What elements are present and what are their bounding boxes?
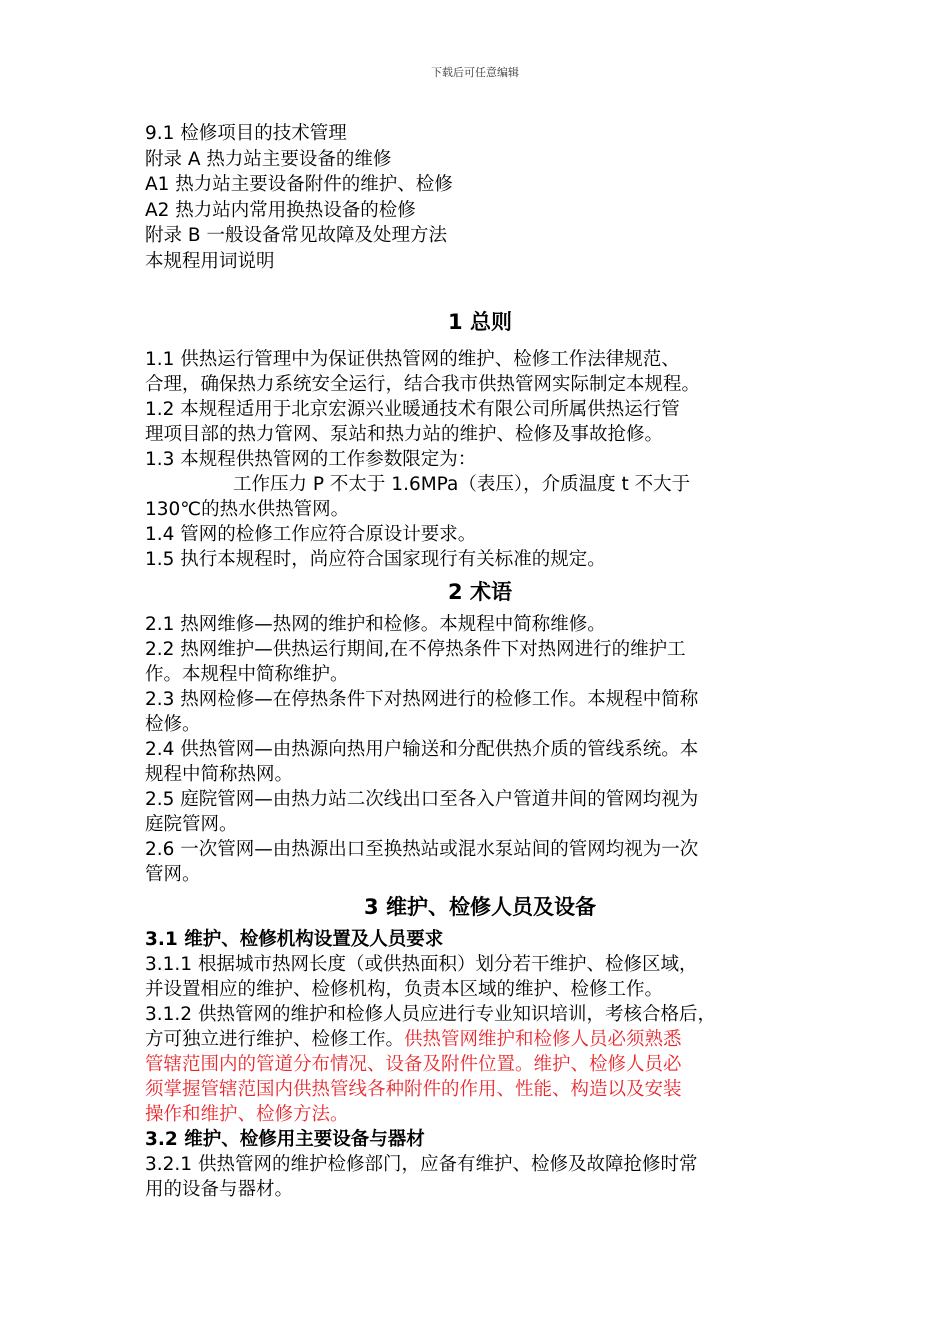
page-header: 下载后可任意编辑: [431, 66, 519, 79]
paragraph-line: 3.2.1 供热管网的维护检修部门，应备有维护、检修及故障抢修时常: [145, 1154, 698, 1175]
section-general: [145, 307, 815, 572]
paragraph-line: 工作压力 P 不太于 1.6MPa（表压），介质温度 t 不大于: [233, 474, 691, 495]
highlighted-text: 供热管网维护和检修人员必须熟悉: [404, 1029, 682, 1050]
paragraph-line: 检修。: [145, 714, 201, 735]
section-heading: 1 总则: [448, 310, 512, 334]
section-heading: 2 术语: [448, 580, 512, 604]
highlighted-line: 须掌握管辖范国内供热管线各种附件的作用、性能、构造以及安装: [145, 1079, 682, 1100]
paragraph-line: 用的设备与器材。: [145, 1179, 294, 1200]
paragraph-line: 2.4 供热管网—由热源向热用户输送和分配供热介质的管线系统。本: [145, 739, 699, 760]
paragraph-line: 1.2 本规程适用于北京宏源兴业暖通技术有限公司所属供热运行管: [145, 399, 680, 420]
paragraph-line: [145, 1027, 815, 1052]
section-terms: [145, 577, 815, 887]
toc-item: A1 热力站主要设备附件的维护、检修: [145, 174, 453, 195]
paragraph-line: 1.3 本规程供热管网的工作参数限定为：: [145, 449, 477, 470]
paragraph-line: 理项目部的热力管网、泵站和热力站的维护、检修及事故抢修。: [145, 424, 664, 445]
toc-item: A2 热力站内常用换热设备的检修: [145, 199, 416, 221]
section-staff-equipment: [145, 892, 815, 1202]
toc-item: 附录 B 一般设备常见故障及处理方法: [145, 225, 447, 246]
paragraph-line: 1.5 执行本规程时，尚应符合国家现行有关标准的规定。: [145, 549, 606, 570]
paragraph-line: 2.6 一次管网—由热源出口至换热站或混水泵站间的管网均视为一次: [145, 839, 699, 860]
subsection-heading: 3.2 维护、检修用主要设备与器材: [145, 1129, 425, 1150]
paragraph-line: 庭院管网。: [145, 814, 238, 835]
paragraph-text: 方可独立进行维护、检修工作。: [145, 1029, 405, 1050]
toc-item: 9.1 检修项目的技术管理: [145, 123, 347, 144]
section-heading: 3 维护、检修人员及设备: [364, 895, 596, 919]
paragraph-line: 2.1 热网维修—热网的维护和检修。本规程中简称维修。: [145, 614, 606, 635]
paragraph-line: 1.1 供热运行管理中为保证供热管网的维护、检修工作法律规范、: [145, 349, 680, 370]
toc-item: 附录 A 热力站主要设备的维修: [145, 148, 392, 170]
paragraph-line: 作。本规程中简称维护。: [145, 664, 349, 685]
paragraph-line: 2.3 热网检修—在停热条件下对热网进行的检修工作。本规程中简称: [145, 689, 699, 710]
paragraph-line: 1.4 管网的检修工作应符合原设计要求。: [145, 524, 477, 545]
document-body: [145, 121, 815, 1202]
paragraph-line: 2.5 庭院管网—由热力站二次线出口至各入户管道井间的管网均视为: [145, 789, 699, 810]
paragraph-line: 管网。: [145, 864, 201, 885]
toc-item: 本规程用词说明: [145, 250, 275, 272]
paragraph-line: 3.1.2 供热管网的维护和检修人员应进行专业知识培训，考核合格后，: [145, 1004, 716, 1025]
paragraph-line: 合理，确保热力系统安全运行，结合我市供热管网实际制定本规程。: [145, 374, 701, 395]
subsection-heading: 3.1 维护、检修机构设置及人员要求: [145, 929, 444, 950]
highlighted-line: 管辖范围内的管道分布情况、设备及附件位置。维护、检修人员必: [145, 1054, 682, 1075]
paragraph-line: 并设置相应的维护、检修机构，负责本区域的维护、检修工作。: [145, 979, 664, 1000]
paragraph-line: 规程中简称热网。: [145, 764, 294, 785]
highlighted-line: 操作和维护、检修方法。: [145, 1104, 349, 1125]
paragraph-line: 130℃的热水供热管网。: [145, 499, 350, 520]
table-of-contents: [145, 121, 815, 274]
paragraph-line: 2.2 热网维护—供热运行期间,在不停热条件下对热网进行的维护工: [145, 639, 686, 660]
paragraph-line: 3.1.1 根据城市热网长度（或供热面积）划分若干维护、检修区域，: [145, 954, 698, 975]
